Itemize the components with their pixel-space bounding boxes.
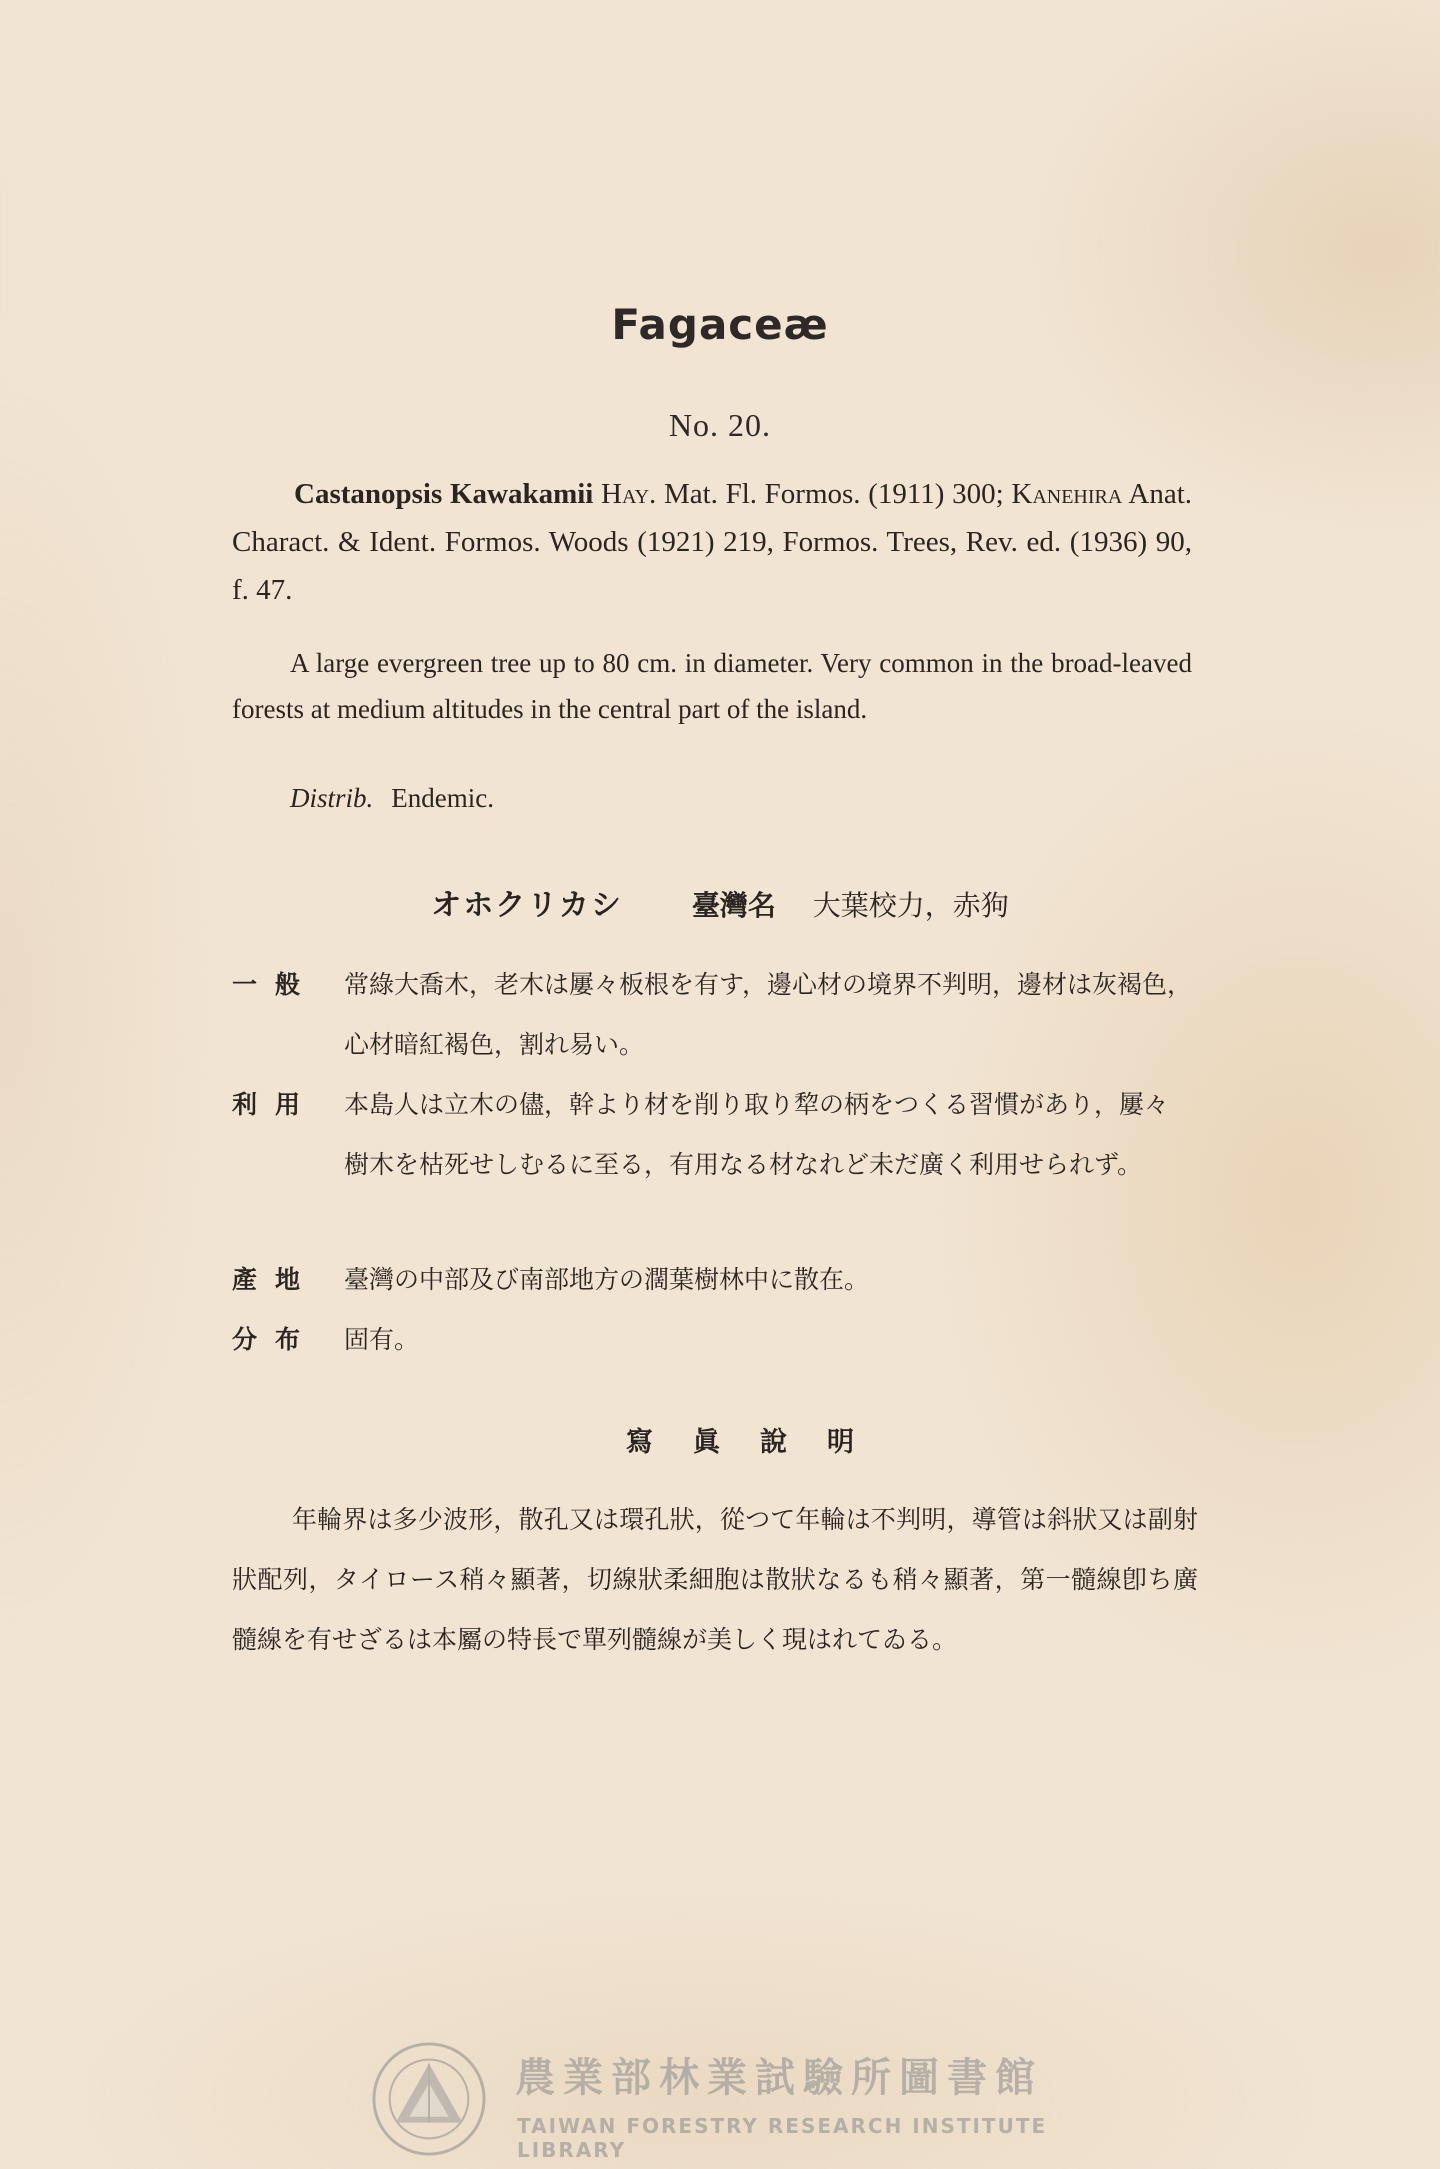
citation-reference-1: Mat. Fl. Formos. (1911) 300;: [663, 478, 1004, 510]
section-general-text: 常綠大喬木，老木は屢々板根を有す，邊心材の境界不判明，邊材は灰褐色，心材暗紅褐色，割れ易い。: [344, 970, 1193, 1059]
photo-explanation-title: 寫眞說明: [626, 1427, 894, 1458]
section-use-text: 本島人は立木の儘，幹より材を削り取り犂の柄をつくる習慣があり，屢々樹木を枯死せしむるに至る，有用なる材なれど未だ廣く利用せられず。: [344, 1090, 1170, 1179]
section-general-heading: 一般: [232, 970, 319, 999]
section-use: [232, 1075, 1192, 1255]
library-seal-icon: [370, 2040, 488, 2158]
section-general: [232, 955, 1192, 1075]
description-text: A large evergreen tree up to 80 cm. in diameter. Very common in the broad-leaved forests at medium altitudes in the central part of the island.: [232, 648, 1192, 724]
citation: [232, 470, 1192, 614]
distribution: [290, 778, 494, 818]
entry-number: No. 20.: [668, 407, 772, 443]
taiwan-name-label: 臺灣名: [691, 889, 776, 922]
citation-author-2: Kanehira: [1011, 478, 1123, 510]
section-distribution: [232, 1310, 1192, 1370]
citation-author-1: Hay.: [601, 478, 657, 510]
library-watermark: [370, 2040, 1090, 2160]
taiwan-names: 大葉校力，赤狗: [812, 889, 1009, 922]
photo-explanation: [232, 1490, 1198, 1670]
section-use-heading: 利用: [232, 1090, 319, 1119]
watermark-english: TAIWAN FORESTRY RESEARCH INSTITUTE LIBRARY: [517, 2114, 1048, 2162]
watermark-chinese: 農業部林業試驗所圖書館: [515, 2055, 1043, 2101]
section-locality-heading: 產地: [232, 1265, 319, 1294]
description: [232, 640, 1192, 732]
photo-explanation-text: 年輪界は多少波形，散孔又は環孔狀，從つて年輪は不判明，導管は斜狀又は副射狀配列，タイロース稍々顯著，切線狀柔細胞は散狀なるも稍々顯著，第一髓線卽ち廣髓線を有せざるは本屬の特長で單列髓線が美しく現はれてゐる。: [232, 1505, 1198, 1654]
section-distribution-heading: 分布: [232, 1325, 319, 1354]
distrib-value: Endemic.: [391, 783, 494, 813]
section-locality-text: 臺灣の中部及び南部地方の濶葉樹林中に散在。: [344, 1265, 870, 1294]
distrib-label: Distrib.: [290, 783, 374, 813]
family-title: Fagaceæ: [611, 300, 829, 349]
section-distribution-text: 固有。: [344, 1325, 420, 1354]
japanese-name-row: [0, 880, 1440, 924]
section-locality: [232, 1250, 1192, 1310]
citation-reference-2: Anat. Charact. & Ident. Formos. Woods (1921) 219, Formos. Trees, Rev. ed. (1936) 90, f. 47.: [232, 478, 1193, 606]
species-name: Castanopsis Kawakamii: [294, 478, 594, 510]
japanese-name: オホクリカシ: [431, 888, 623, 923]
